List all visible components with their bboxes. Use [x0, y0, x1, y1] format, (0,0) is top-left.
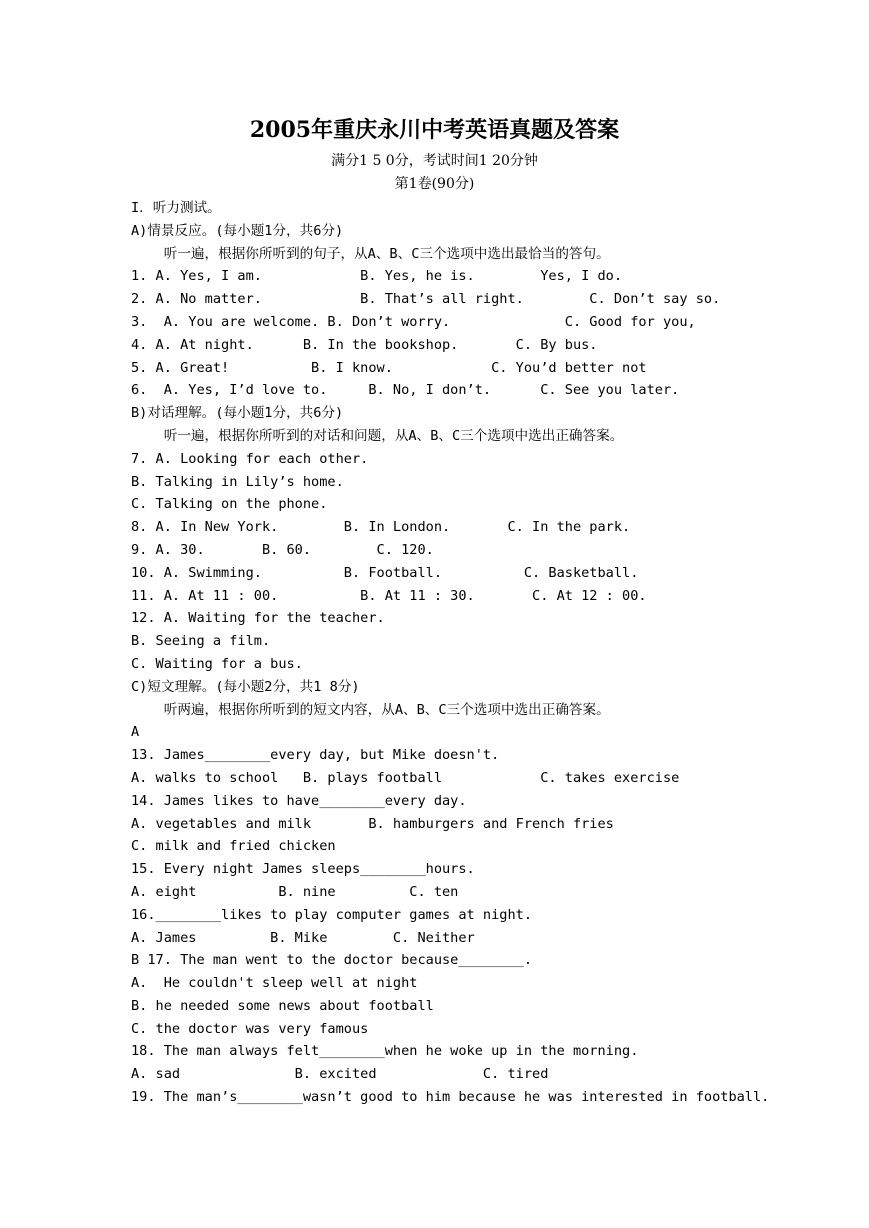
text-line: 11. A. At 11 : 00. B. At 11 : 30. C. At 12 : 00. — [131, 587, 647, 604]
text-line: A. eight B. nine C. ten — [131, 883, 459, 900]
text-line: 10. A. Swimming. B. Football. C. Basketball. — [131, 564, 639, 581]
text-line: 4. A. At night. B. In the bookshop. C. By bus. — [131, 336, 598, 353]
text-line: I．听力测试。 — [131, 200, 221, 216]
text-line: 6. A. Yes, I’d love to. B. No, I don’t. C. See you later. — [131, 382, 680, 399]
text-line: 听一遍，根据你所听到的对话和问题，从A、B、C三个选项中选出正确答案。 — [131, 427, 624, 444]
text-line: A)情景反应。(每小题1分，共6分) — [131, 222, 344, 239]
text-line: 12. A. Waiting for the teacher. — [131, 610, 385, 627]
text-line: B)对话理解。(每小题1分，共6分) — [131, 405, 344, 422]
exam-info: 满分1 5 0分，考试时间1 20分钟 — [331, 153, 538, 169]
text-line: 2. A. No matter. B. That’s all right. C. Don’t say so. — [131, 291, 721, 308]
text-line: B. Talking in Lily’s home. — [131, 473, 344, 490]
text-line: 18. The man always felt________when he woke up in the morning. — [131, 1043, 639, 1060]
document-title: 2005年重庆永川中考英语真题及答案 — [249, 117, 620, 143]
text-line: A. vegetables and milk B. hamburgers and French fries — [131, 815, 614, 832]
text-line: 8. A. In New York. B. In London. C. In the park. — [131, 519, 631, 536]
text-line: 1. A. Yes, I am. B. Yes, he is. Yes, I do. — [131, 268, 623, 285]
text-line: 3. A. You are welcome. B. Don’t worry. C. Good for you, — [131, 313, 696, 330]
text-line: A. walks to school B. plays football C. takes exercise — [131, 769, 680, 786]
text-line: A. sad B. excited C. tired — [131, 1066, 549, 1083]
text-line: 16.________likes to play computer games at night. — [131, 906, 533, 923]
text-line: 7. A. Looking for each other. — [131, 450, 369, 467]
text-line: C. Talking on the phone. — [131, 496, 328, 513]
text-line: 19. The man’s________wasn’t good to him because he was interested in football. — [131, 1089, 770, 1106]
text-line: 9. A. 30. B. 60. C. 120. — [131, 541, 434, 558]
text-line: A. James B. Mike C. Neither — [131, 929, 475, 946]
text-line: 听两遍，根据你所听到的短文内容，从A、B、C三个选项中选出正确答案。 — [131, 701, 610, 718]
volume-label: 第1卷(90分) — [394, 176, 475, 192]
text-line: 13. James________every day, but Mike doesn't. — [131, 747, 500, 764]
text-line: 15. Every night James sleeps________hours. — [131, 861, 475, 878]
text-line: C. Waiting for a bus. — [131, 655, 303, 672]
text-line: B 17. The man went to the doctor because________. — [131, 952, 533, 969]
text-line: B. Seeing a film. — [131, 633, 271, 650]
text-line: A — [131, 724, 140, 741]
text-line: 听一遍，根据你所听到的句子，从A、B、C三个选项中选出最恰当的答句。 — [131, 245, 610, 262]
text-line: 14. James likes to have________every day. — [131, 792, 467, 809]
text-line: B. he needed some news about football — [131, 997, 434, 1014]
text-line: C. the doctor was very famous — [131, 1020, 369, 1037]
text-line: C)短文理解。(每小题2分，共1 8分) — [131, 678, 360, 695]
text-line: C. milk and fried chicken — [131, 838, 336, 855]
question-list — [131, 197, 831, 1109]
text-line: A. He couldn't sleep well at night — [131, 975, 418, 992]
text-line: 5. A. Great! B. I know. C. You’d better not — [131, 359, 647, 376]
